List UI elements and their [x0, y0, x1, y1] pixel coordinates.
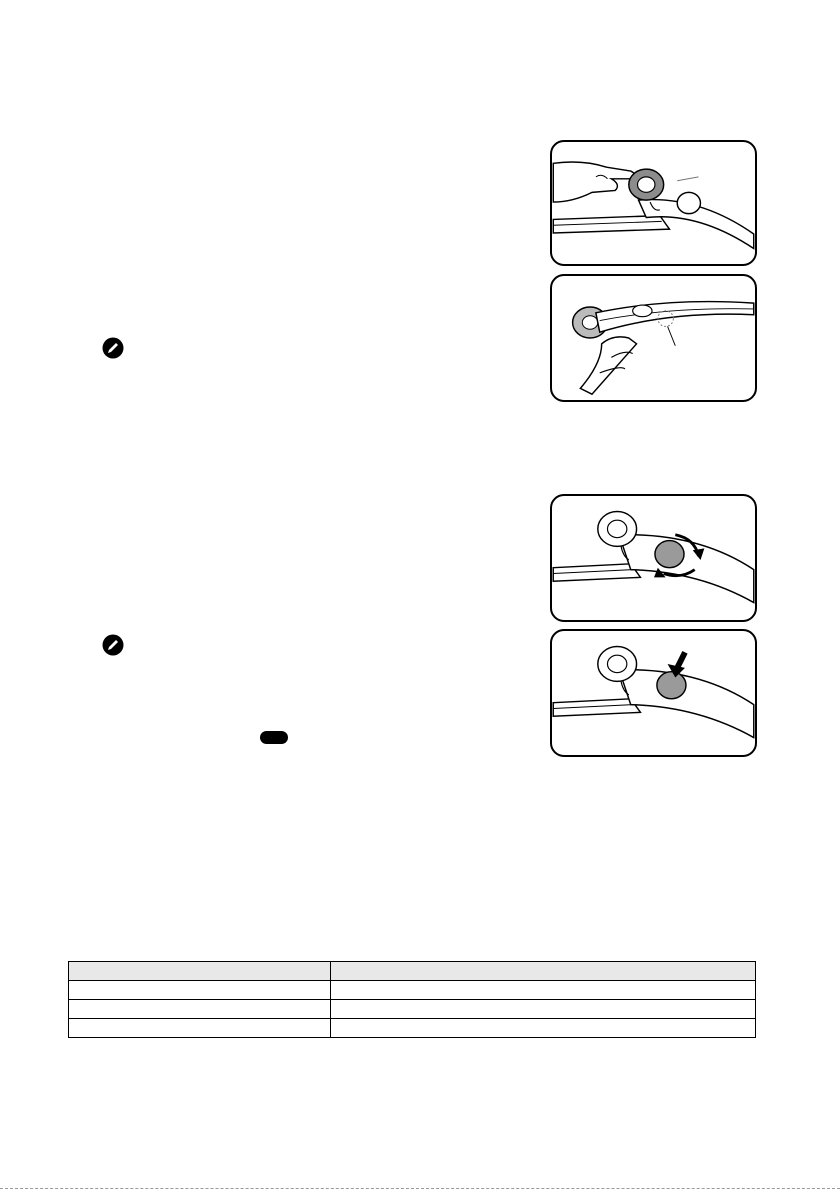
pencil-note-icon — [102, 634, 124, 656]
illustration-rotate-knob — [550, 494, 757, 622]
table-cell — [69, 1000, 331, 1019]
table-row — [69, 1000, 756, 1019]
hand-removing-ring-illustration — [552, 142, 755, 264]
table-row — [69, 1019, 756, 1038]
table-cell — [69, 981, 331, 1000]
table-cell — [331, 1000, 756, 1019]
pliers-cutting-tab-illustration — [552, 276, 755, 400]
table-cell — [331, 1019, 756, 1038]
page-bottom-edge — [0, 1188, 840, 1189]
illustration-cut-tab — [550, 274, 757, 402]
table-header-row — [69, 962, 756, 981]
table-header-cell — [69, 962, 331, 981]
table-cell — [331, 981, 756, 1000]
illustration-press-knob — [550, 629, 757, 757]
spec-table — [68, 961, 756, 1038]
illustration-remove-ring — [550, 140, 757, 266]
table-row — [69, 981, 756, 1000]
table-cell — [69, 1019, 331, 1038]
press-knob-illustration — [552, 631, 755, 755]
key-badge — [260, 731, 288, 744]
table-header-cell — [331, 962, 756, 981]
pencil-note-icon — [102, 337, 124, 359]
rotate-knob-illustration — [552, 496, 755, 620]
